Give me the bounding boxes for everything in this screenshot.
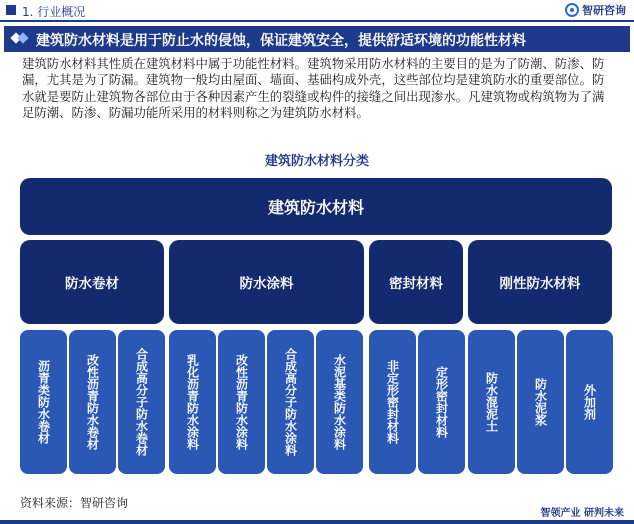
leaf-node: 沥青类防水卷材 bbox=[20, 330, 67, 474]
leaf-node: 改性沥青防水卷材 bbox=[69, 330, 116, 474]
title-banner bbox=[4, 26, 630, 52]
category-node-sealing-material: 密封材料 bbox=[369, 240, 463, 324]
section-square-icon bbox=[6, 5, 16, 15]
category-node-rigid-material: 刚性防水材料 bbox=[468, 240, 612, 324]
diamond-icon-secondary bbox=[17, 32, 28, 43]
logo-text: 智研咨询 bbox=[582, 4, 626, 17]
leaf-node: 合成高分子防水卷材 bbox=[118, 330, 165, 474]
source-note: 资料来源：智研咨询 bbox=[20, 496, 129, 510]
leaf-node: 定形密封材料 bbox=[418, 330, 465, 474]
category-node-waterproof-coating: 防水涂料 bbox=[169, 240, 364, 324]
category-node-waterproof-membrane: 防水卷材 bbox=[20, 240, 164, 324]
leaf-node: 防水泥浆 bbox=[517, 330, 564, 474]
diagram-title: 建筑防水材料分类 bbox=[264, 154, 369, 169]
leaf-node: 外加剂 bbox=[566, 330, 613, 474]
leaf-node: 防水混泥土 bbox=[468, 330, 515, 474]
footer-divider bbox=[0, 520, 634, 524]
leaf-node: 水泥基类防水涂料 bbox=[316, 330, 363, 474]
leaf-node: 合成高分子防水涂料 bbox=[267, 330, 314, 474]
zhiyan-logo-icon bbox=[565, 3, 579, 17]
section-label: 1. 行业概况 bbox=[22, 5, 86, 19]
intro-paragraph: 建筑防水材料其性质在建筑材料中属于功能性材料。建筑物采用防水材料的主要目的是为了防潮、防渗、防漏，尤其是为了防漏。建筑物一般均由屋面、墙面、基础构成外壳，这些部位均是建筑防水的重要部位。防水就是要防止建筑物各部位由于各种因素产生的裂缝或构件的接缝之间出现渗水。凡建筑物或构筑物为了满足防潮、防渗、防漏功能所采用的材料则称之为建筑防水材料。 bbox=[22, 56, 605, 121]
leaf-node: 改性沥青防水涂料 bbox=[218, 330, 265, 474]
brand-logo bbox=[565, 2, 626, 18]
leaf-node: 乳化沥青防水涂料 bbox=[169, 330, 216, 474]
footer-slogan: 智领产业 研判未来 bbox=[540, 508, 624, 519]
page-title: 建筑防水材料是用于防止水的侵蚀，保证建筑安全，提供舒适环境的功能性材料 bbox=[36, 33, 526, 49]
header-divider bbox=[0, 20, 634, 22]
page-header bbox=[0, 0, 634, 22]
root-node: 建筑防水材料 bbox=[20, 178, 612, 235]
leaf-node: 非定形密封材料 bbox=[369, 330, 416, 474]
